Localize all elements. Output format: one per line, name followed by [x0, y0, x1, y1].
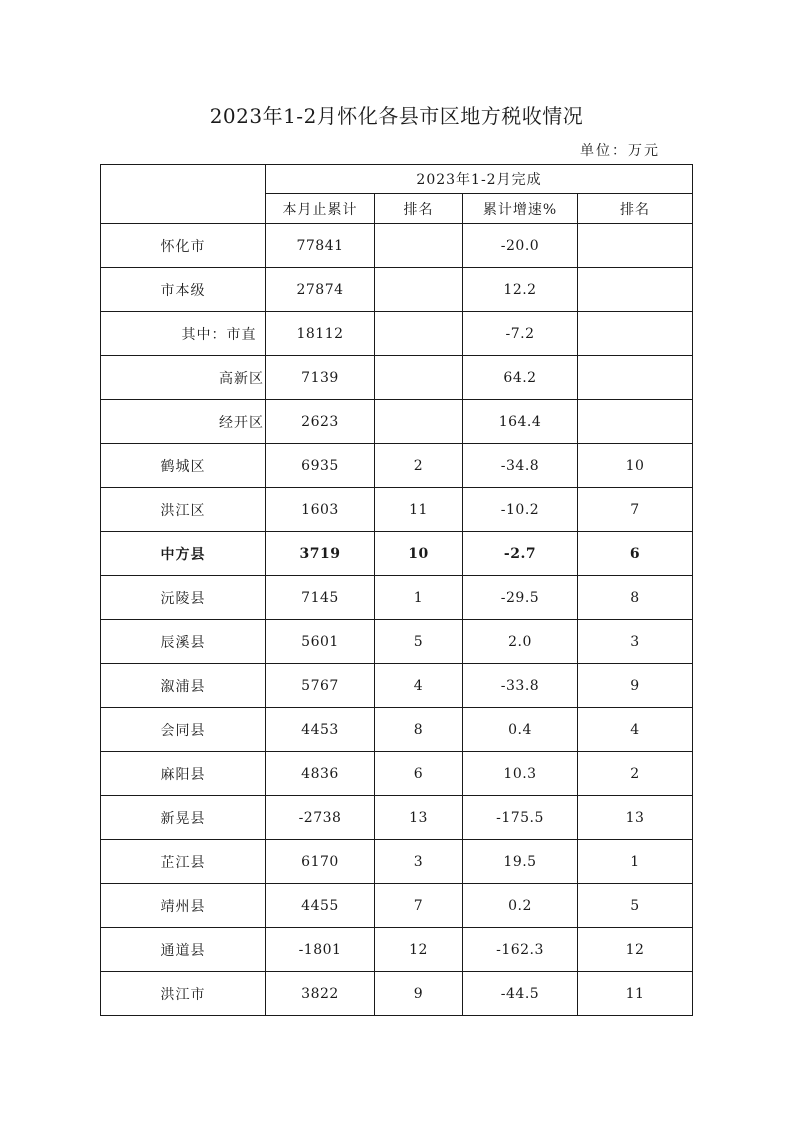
cumulative-value: 18112 [266, 312, 375, 356]
cumulative-value: 7139 [266, 356, 375, 400]
cumulative-rank: 13 [375, 796, 463, 840]
growth-value: 19.5 [463, 840, 578, 884]
table-row [101, 708, 693, 752]
cumulative-rank: 9 [375, 972, 463, 1016]
growth-value: -162.3 [463, 928, 578, 972]
cumulative-rank [375, 312, 463, 356]
cumulative-rank [375, 224, 463, 268]
table-row [101, 532, 693, 576]
region-name: 其中：市直 [101, 312, 266, 356]
cumulative-rank: 8 [375, 708, 463, 752]
growth-rank: 1 [578, 840, 693, 884]
growth-rank: 13 [578, 796, 693, 840]
table-row [101, 268, 693, 312]
growth-rank: 11 [578, 972, 693, 1016]
cumulative-rank: 3 [375, 840, 463, 884]
growth-rank: 7 [578, 488, 693, 532]
cumulative-value: 4836 [266, 752, 375, 796]
cumulative-value: 6170 [266, 840, 375, 884]
region-name: 芷江县 [101, 840, 266, 884]
table-row [101, 928, 693, 972]
column-header-growth: 累计增速% [463, 194, 578, 224]
growth-value: -175.5 [463, 796, 578, 840]
tax-table [100, 164, 693, 1016]
column-header-cumulative: 本月止累计 [266, 194, 375, 224]
growth-rank [578, 400, 693, 444]
unit-label: 单位：万元 [580, 143, 660, 159]
region-name: 沅陵县 [101, 576, 266, 620]
growth-value: 12.2 [463, 268, 578, 312]
region-name: 靖州县 [101, 884, 266, 928]
table-row [101, 884, 693, 928]
region-name: 市本级 [101, 268, 266, 312]
growth-rank: 4 [578, 708, 693, 752]
cumulative-value: 7145 [266, 576, 375, 620]
growth-rank: 6 [578, 532, 693, 576]
table-row [101, 796, 693, 840]
growth-value: -33.8 [463, 664, 578, 708]
cumulative-rank: 6 [375, 752, 463, 796]
growth-rank: 5 [578, 884, 693, 928]
group-header: 2023年1-2月完成 [266, 165, 693, 194]
cumulative-value: 3822 [266, 972, 375, 1016]
growth-value: 10.3 [463, 752, 578, 796]
table-row [101, 356, 693, 400]
cumulative-rank: 2 [375, 444, 463, 488]
cumulative-value: -2738 [266, 796, 375, 840]
table-row [101, 400, 693, 444]
region-name: 高新区 [101, 356, 266, 400]
table-row [101, 620, 693, 664]
growth-value: -20.0 [463, 224, 578, 268]
table-row [101, 488, 693, 532]
column-header-growth-rank: 排名 [578, 194, 693, 224]
table-body [101, 224, 693, 1016]
cumulative-value: 6935 [266, 444, 375, 488]
growth-rank: 2 [578, 752, 693, 796]
growth-rank: 9 [578, 664, 693, 708]
growth-value: -44.5 [463, 972, 578, 1016]
region-name: 会同县 [101, 708, 266, 752]
growth-value: -29.5 [463, 576, 578, 620]
table-row [101, 664, 693, 708]
region-name: 通道县 [101, 928, 266, 972]
cumulative-rank [375, 268, 463, 312]
growth-value: 0.4 [463, 708, 578, 752]
cumulative-rank [375, 356, 463, 400]
table-row [101, 576, 693, 620]
column-header-rank: 排名 [375, 194, 463, 224]
table-row [101, 224, 693, 268]
cumulative-value: 77841 [266, 224, 375, 268]
growth-rank [578, 224, 693, 268]
region-name: 中方县 [101, 532, 266, 576]
table-row [101, 444, 693, 488]
cumulative-rank: 5 [375, 620, 463, 664]
cumulative-value: 2623 [266, 400, 375, 444]
cumulative-value: 3719 [266, 532, 375, 576]
growth-rank: 12 [578, 928, 693, 972]
growth-rank: 10 [578, 444, 693, 488]
growth-value: -34.8 [463, 444, 578, 488]
page-title: 2023年1-2月怀化各县市区地方税收情况 [209, 104, 584, 128]
region-name: 洪江市 [101, 972, 266, 1016]
cumulative-rank: 12 [375, 928, 463, 972]
growth-value: 64.2 [463, 356, 578, 400]
region-name: 麻阳县 [101, 752, 266, 796]
cumulative-rank: 11 [375, 488, 463, 532]
growth-rank: 8 [578, 576, 693, 620]
region-header-cell [101, 165, 266, 224]
growth-rank [578, 312, 693, 356]
region-name: 溆浦县 [101, 664, 266, 708]
table-row [101, 752, 693, 796]
cumulative-value: 1603 [266, 488, 375, 532]
cumulative-value: 5767 [266, 664, 375, 708]
table-row [101, 840, 693, 884]
cumulative-value: 4455 [266, 884, 375, 928]
region-name: 怀化市 [101, 224, 266, 268]
region-name: 鹤城区 [101, 444, 266, 488]
region-name: 辰溪县 [101, 620, 266, 664]
growth-value: -10.2 [463, 488, 578, 532]
growth-value: -7.2 [463, 312, 578, 356]
cumulative-value: 4453 [266, 708, 375, 752]
growth-value: 2.0 [463, 620, 578, 664]
growth-value: 0.2 [463, 884, 578, 928]
region-name: 洪江区 [101, 488, 266, 532]
cumulative-rank: 7 [375, 884, 463, 928]
table-header-row [101, 165, 693, 194]
table-row [101, 312, 693, 356]
cumulative-rank: 10 [375, 532, 463, 576]
cumulative-value: 5601 [266, 620, 375, 664]
growth-value: -2.7 [463, 532, 578, 576]
growth-rank: 3 [578, 620, 693, 664]
table-row [101, 972, 693, 1016]
growth-rank [578, 356, 693, 400]
cumulative-value: 27874 [266, 268, 375, 312]
cumulative-value: -1801 [266, 928, 375, 972]
region-name: 经开区 [101, 400, 266, 444]
cumulative-rank: 1 [375, 576, 463, 620]
growth-rank [578, 268, 693, 312]
region-name: 新晃县 [101, 796, 266, 840]
growth-value: 164.4 [463, 400, 578, 444]
cumulative-rank [375, 400, 463, 444]
cumulative-rank: 4 [375, 664, 463, 708]
